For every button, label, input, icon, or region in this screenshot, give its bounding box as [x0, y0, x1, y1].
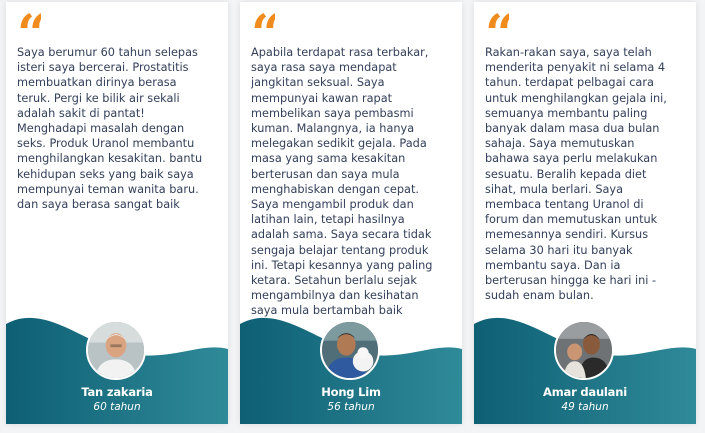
person-name: Amar daulani [543, 385, 627, 399]
testimonial-card [474, 2, 696, 424]
person-age: 56 tahun [327, 401, 375, 413]
person-age: 60 tahun [93, 401, 141, 413]
testimonial-card [240, 2, 462, 424]
avatar [554, 320, 614, 380]
person-name: Hong Lim [321, 385, 381, 399]
avatar [320, 320, 380, 380]
testimonial-text: Saya berumur 60 tahun selepas isteri saya bercerai. Prostatitis membuatkan dirinya berasa teruk. Pergi ke bilik air sekali adalah sakit di pantat! Menghadapi masalah dengan seks. Produk Uranol membantu menghilangkan kesakitan. bantu kehidupan seks yang baik saya mempunyai teman wanita baru. dan saya berasa sangat baik [17, 46, 203, 212]
avatar [86, 320, 146, 380]
quote-mark-icon: “ [251, 13, 275, 45]
quote-mark-icon: “ [17, 13, 41, 45]
person-age: 49 tahun [561, 401, 609, 413]
person-name: Tan zakaria [81, 385, 153, 399]
quote-mark-icon: “ [485, 13, 509, 45]
testimonial-card [6, 2, 228, 424]
testimonial-text: Rakan-rakan saya, saya telah menderita penyakit ni selama 4 tahun. terdapat pelbagai cara untuk menghilangkan gejala ini, semuanya membantu paling banyak dalam masa dua bulan sahaja. Saya memutuskan bahawa saya perlu melakukan sesuatu. Beralih kepada diet sihat, mula berlari. Saya membaca tentang Uranol di forum dan memutuskan untuk memesannya sendiri. Kursus selama 30 hari itu banyak membantu saya. Dan ia berterusan hingga ke hari ini - sudah enam bulan. [485, 46, 667, 303]
testimonial-text: Apabila terdapat rasa terbakar, saya rasa saya mendapat jangkitan seksual. Saya mempunyai kawan rapat membelikan saya pembasmi kuman. Malangnya, ia hanya melegakan sedikit gejala. Pada masa yang sama kesakitan berterusan dan saya mula menghabiskan dengan cepat. Saya mengambil produk dan latihan lain, tetapi hasilnya adalah sama. Saya secara tidak sengaja belajar tentang produk ini. Tetapi kesannya yang paling ketara. Setahun berlalu sejak mengambilnya dan kesihatan saya mula bertambah baik [251, 46, 433, 318]
